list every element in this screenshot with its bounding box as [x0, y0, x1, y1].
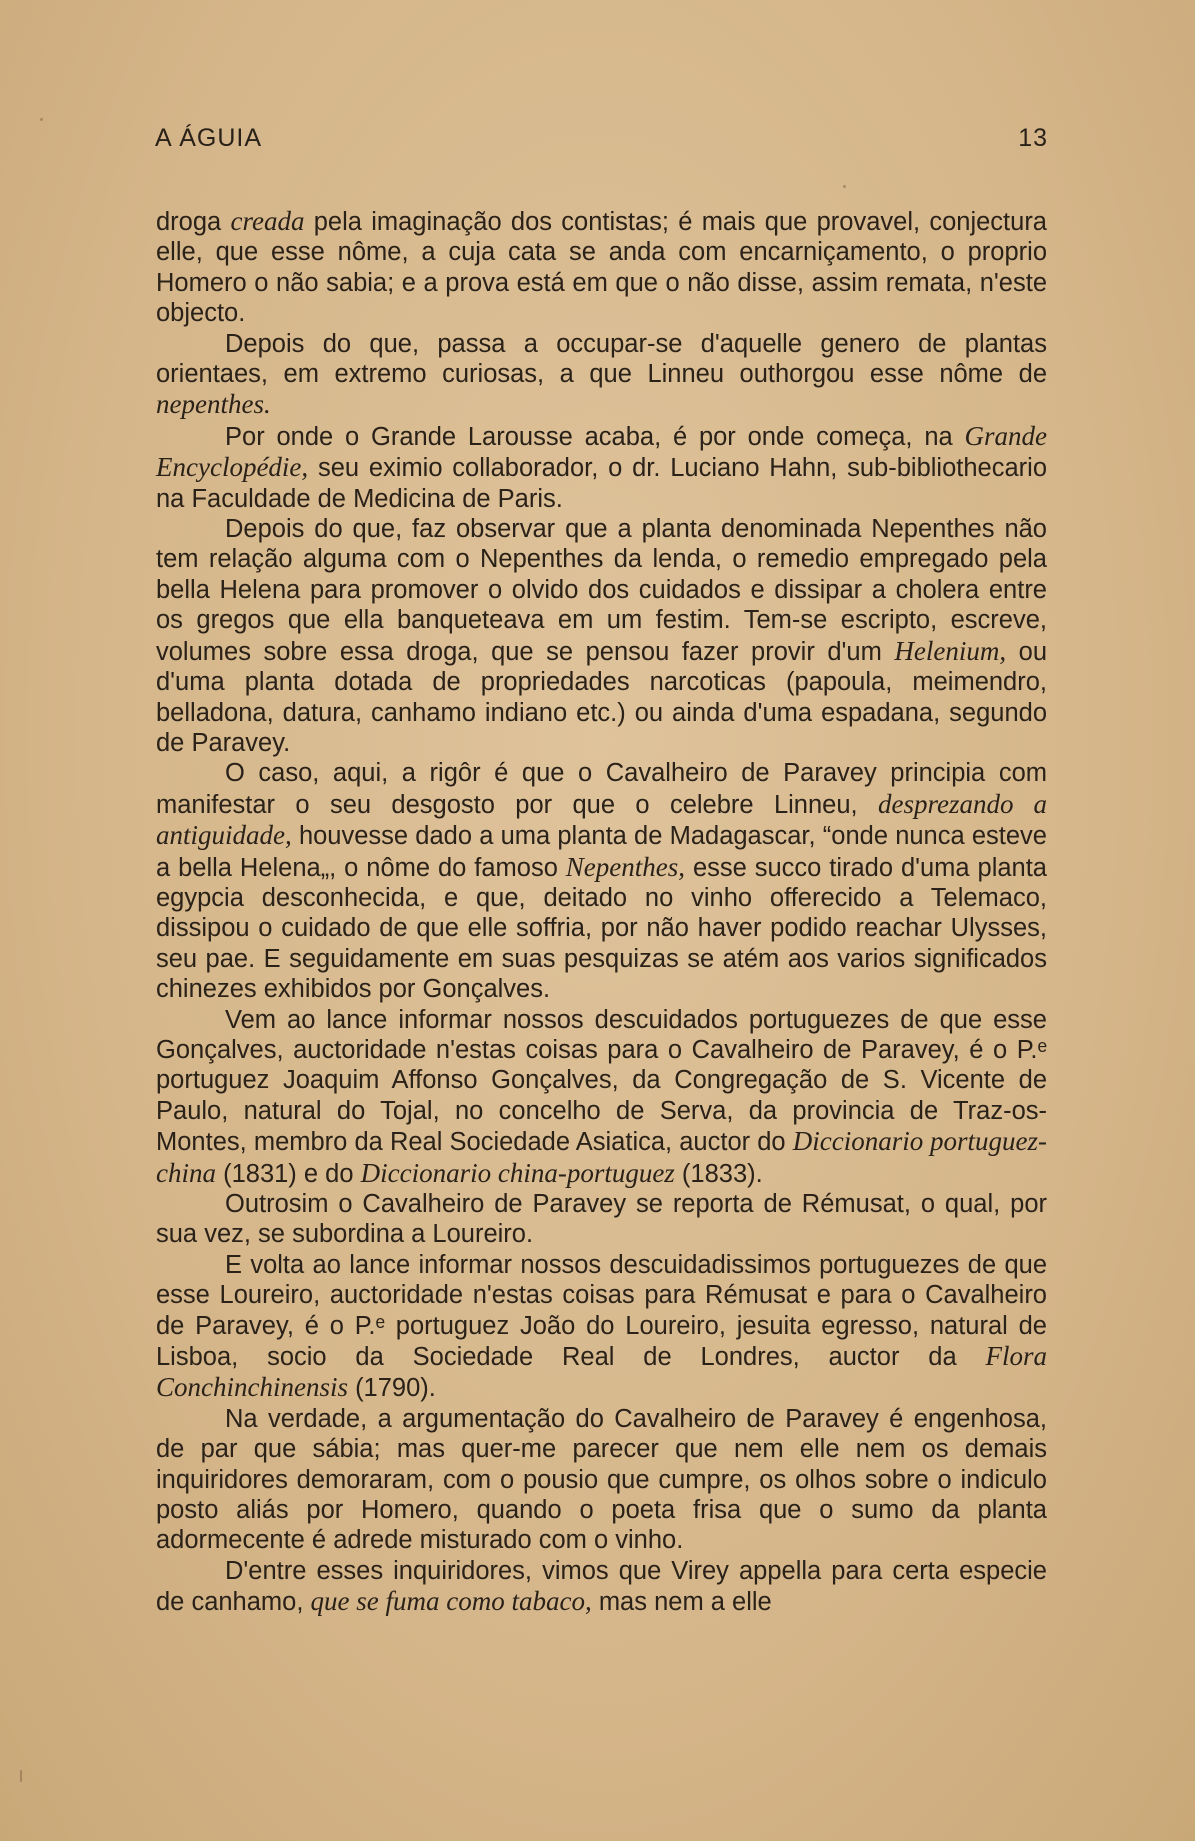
text-run: D'entre esses inquiridores, vimos que Virey appella para certa especie de canhamo, [156, 1556, 1047, 1617]
paragraph [156, 1005, 1047, 1189]
text-run: (1831) e do [216, 1159, 361, 1188]
paragraph [156, 1404, 1047, 1556]
text-run: E volta ao lance informar nossos descuidadissimos portuguezes de que esse Loureiro, auctoridade n'estas coisas para Rémusat e para o Cavalheiro de Paravey, é o P.ᵉ portuguez João do Loureiro, jesuita egresso, natural de Lisboa, socio da Sociedade Real de Londres, auctor da [156, 1250, 1047, 1372]
text-run: seu eximio collaborador, o dr. Luciano Hahn, sub-bibliothecario na Faculdade de Medicina de Paris. [156, 454, 1047, 513]
text-run: droga [156, 208, 231, 236]
paragraph [156, 206, 1047, 329]
text-run: pela imaginação dos contistas; é mais que provavel, conjectura elle, que esse nôme, a cuja cata se anda com encarniçamento, o proprio Homero o não sabia; e a prova está em que o não disse, assim remata, n'este objecto. [156, 208, 1047, 328]
paragraph [156, 329, 1047, 421]
paper-speck [40, 118, 43, 121]
text-run: Outrosim o Cavalheiro de Paravey se reporta de Rémusat, o qual, por sua vez, se subordina a Loureiro. [156, 1190, 1047, 1249]
paragraph [156, 1189, 1047, 1250]
text-run: Depois do que, faz observar que a planta denominada Nepenthes não tem relação alguma com o Nepenthes da lenda, o remedio empregado pela bella Helena para promover o olvido dos cuidados e dissipar a cholera entre os gregos que ella banqueteava em um festim. Tem-se escripto, escreve, volumes sobre essa droga, que se pensou fazer provir d'um [156, 515, 1047, 666]
italic-phrase: Diccionario china-portuguez [360, 1157, 675, 1188]
italic-phrase: Diccionario portuguez-china [156, 1126, 1047, 1188]
paper-speck [20, 1770, 22, 1782]
paper-speck [843, 185, 846, 188]
text-run: Vem ao lance informar nossos descuidados portuguezes de que esse Gonçalves, auctoridade n'estas coisas para o Cavalheiro de Paravey, é o P.ᵉ portuguez Joaquim Affonso Gonçalves, da Congregação de S. Vicente de Paulo, natural do Tojal, no concelho de Serva, da provincia de Traz-os-Montes, membro da Real Sociedade Asiatica, auctor do [156, 1005, 1047, 1157]
body-text [156, 206, 1047, 1618]
italic-phrase: que se fuma como tabaco, [310, 1586, 592, 1617]
page-number: 13 [1018, 124, 1048, 152]
text-run: esse succo tirado d'uma planta egypcia desconhecida, e que, deitado no vinho offerecido a Telemaco, dissipou o cuidado de que elle soffria, por não haver podido reachar Ulysses, seu pae. E seguidamente em suas pesquizas se atém aos varios significados chinezes exhibidos por Gonçalves. [156, 853, 1047, 1004]
italic-phrase: Flora Conchinchinensis [156, 1341, 1047, 1403]
paragraph [156, 421, 1047, 514]
text-run: O caso, aqui, a rigôr é que o Cavalheiro de Paravey principia com manifestar o seu desgosto por que o celebre Linneu, [156, 759, 1047, 819]
paragraph [156, 1556, 1047, 1618]
text-run: houvesse dado a uma planta de Madagascar, “onde nunca esteve a bella Helena„, o nôme do famoso [156, 822, 1047, 882]
paragraph [156, 758, 1047, 1004]
text-run: (1833). [674, 1159, 763, 1188]
text-run: Depois do que, passa a occupar-se d'aquelle genero de plantas orientaes, em extremo curiosas, a que Linneu outhorgou esse nôme de [156, 329, 1047, 389]
italic-phrase: nepenthes. [156, 389, 271, 420]
paragraph [156, 514, 1047, 758]
text-run: mas nem a elle [591, 1588, 772, 1617]
text-run: (1790). [347, 1374, 436, 1403]
italic-phrase: Helenium, [894, 635, 1007, 666]
text-run: Por onde o Grande Larousse acaba, é por onde começa, na [225, 422, 965, 451]
running-head [155, 124, 1048, 153]
paragraph [156, 1250, 1047, 1404]
italic-phrase: creada [230, 206, 305, 236]
text-run: Na verdade, a argumentação do Cavalheiro de Paravey é engenhosa, de par que sábia; mas quer-me parecer que nem elle nem os demais inquiridores demoraram, com o pousio que cumpre, os olhos sobre o indiculo posto aliás por Homero, quando o poeta frisa que o sumo da planta adormecente é adrede misturado com o vinho. [156, 1404, 1047, 1555]
italic-phrase: Grande Encyclopédie, [156, 420, 1047, 483]
italic-phrase: Nepenthes, [565, 851, 686, 882]
italic-phrase: desprezando a antiguidade, [156, 788, 1047, 851]
text-run: ou d'uma planta dotada de propriedades narcoticas (papoula, meimendro, belladona, datura, canhamo indiano etc.) ou ainda d'uma espadana, segundo de Paravey. [156, 637, 1047, 757]
running-title: A ÁGUIA [155, 124, 263, 152]
